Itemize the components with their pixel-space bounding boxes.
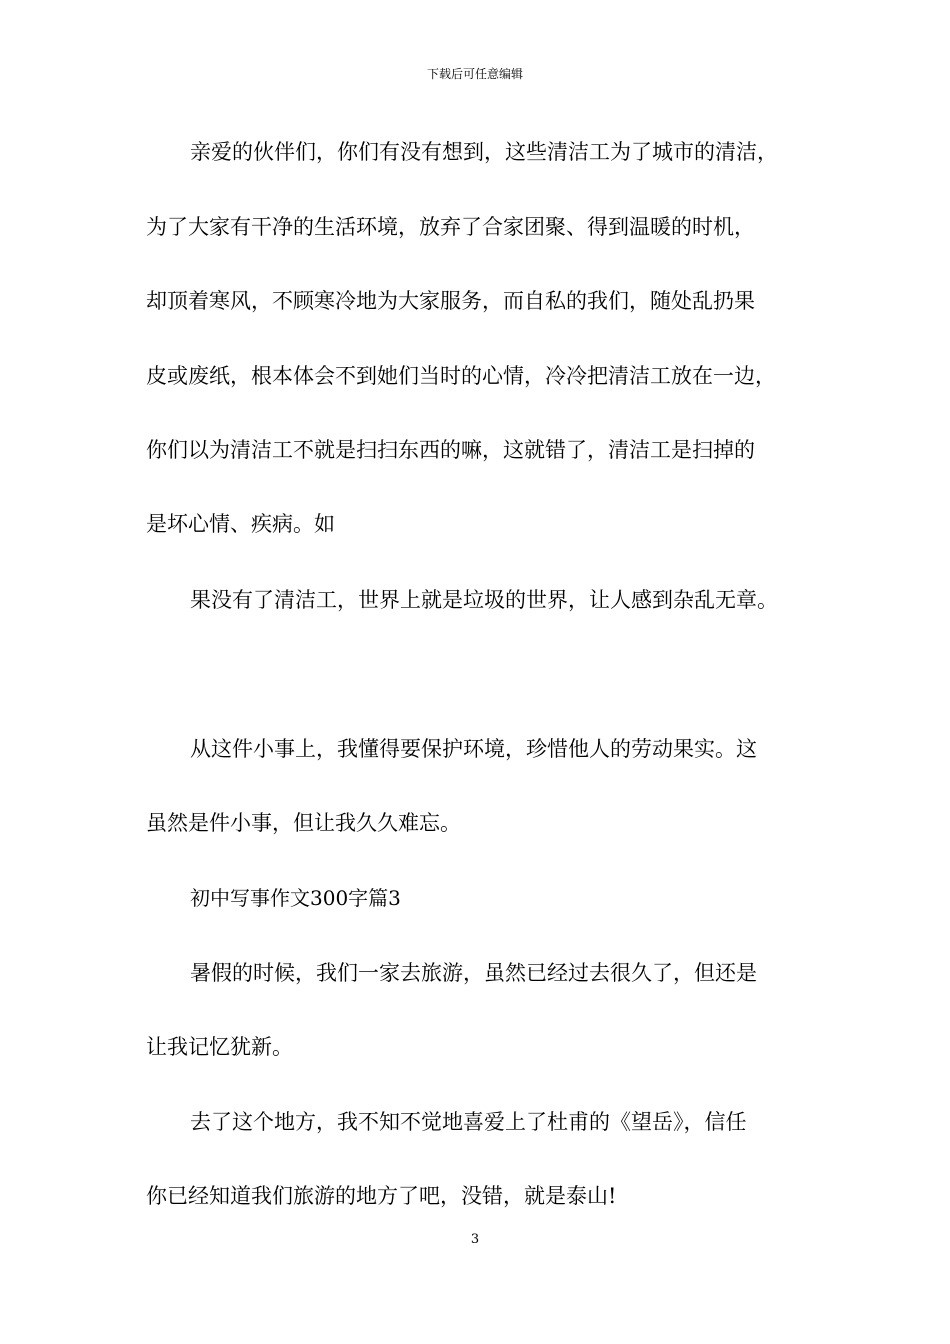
text-line-12: 去了这个地方，我不知不觉地喜爱上了杜甫的《望岳》，信任 xyxy=(190,1110,747,1134)
text-line-2: 为了大家有干净的生活环境，放弃了合家团聚、得到温暖的时机， xyxy=(146,215,755,239)
section-heading: 初中写事作文300字篇3 xyxy=(190,886,401,910)
text-line-1: 亲爱的伙伴们，你们有没有想到，这些清洁工为了城市的清洁， xyxy=(190,140,778,164)
text-line-6: 是坏心情、疾病。如 xyxy=(146,512,335,536)
text-line-5: 你们以为清洁工不就是扫扫东西的嘛，这就错了，清洁工是扫掉的 xyxy=(146,438,755,462)
text-line-13: 你已经知道我们旅游的地方了吧，没错，就是泰山! xyxy=(146,1184,617,1208)
page-header: 下载后可任意编辑 xyxy=(426,67,523,81)
text-line-10: 暑假的时候，我们一家去旅游，虽然已经过去很久了，但还是 xyxy=(190,961,757,985)
text-line-8: 从这件小事上，我懂得要保护环境，珍惜他人的劳动果实。这 xyxy=(190,737,757,761)
text-line-9: 虽然是件小事，但让我久久难忘。 xyxy=(146,811,461,835)
text-line-3: 却顶着寒风，不顾寒冷地为大家服务，而自私的我们，随处乱扔果 xyxy=(146,289,755,313)
text-line-4: 皮或废纸，根本体会不到她们当时的心情，冷冷把清洁工放在一边， xyxy=(146,364,776,388)
page-number: 3 xyxy=(470,1232,480,1247)
text-line-11: 让我记忆犹新。 xyxy=(146,1035,293,1059)
text-line-7: 果没有了清洁工，世界上就是垃圾的世界，让人感到杂乱无章。 xyxy=(190,588,778,612)
